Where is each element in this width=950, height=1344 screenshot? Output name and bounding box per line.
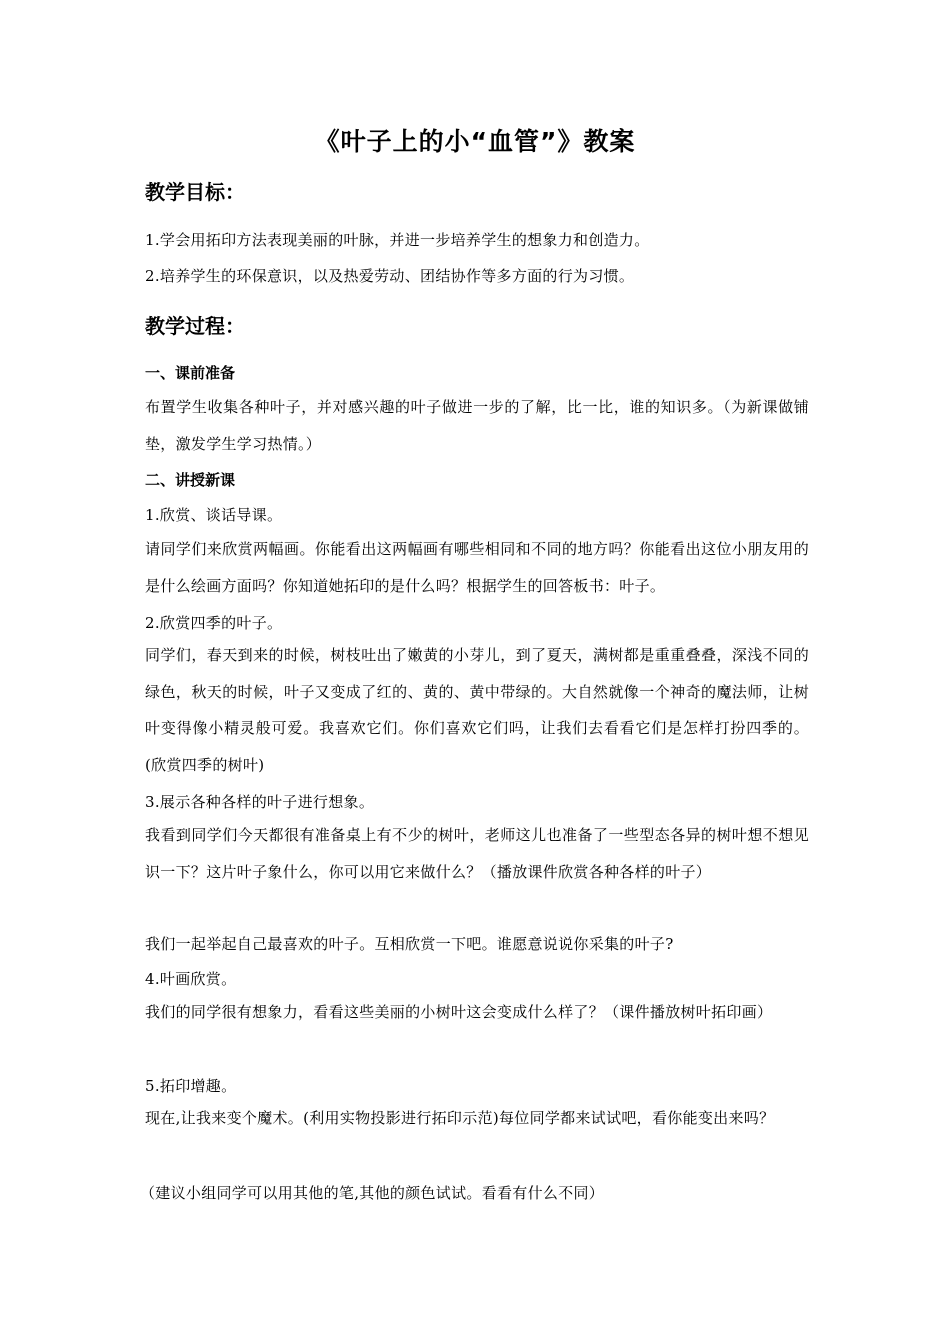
section2-title: 二、讲授新课 — [145, 471, 236, 489]
section1-text: 布置学生收集各种叶子，并对感兴趣的叶子做进一步的了解，比一比，谁的知识多。（为新课做铺垫，激发学生学习热情。） — [145, 398, 809, 453]
step3-text2: 我们一起举起自己最喜欢的叶子。互相欣赏一下吧。谁愿意说说你采集的叶子? — [145, 935, 674, 953]
document-title: 《叶子上的小“血管”》教案 — [314, 127, 636, 156]
step3-text: 我看到同学们今天都很有准备桌上有不少的树叶，老师这儿也准备了一些型态各异的树叶想不想见识一下？这片叶子象什么，你可以用它来做什么？（播放课件欣赏各种各样的叶子） — [145, 826, 809, 881]
step1-text: 请同学们来欣赏两幅画。你能看出这两幅画有哪些相同和不同的地方吗？你能看出这位小朋友用的是什么绘画方面吗？你知道她拓印的是什么吗？根据学生的回答板书：叶子。 — [145, 540, 809, 595]
step3-title: 3.展示各种各样的叶子进行想象。 — [145, 793, 375, 811]
step4-title: 4.叶画欣赏。 — [145, 970, 237, 988]
step5-text: 现在,让我来变个魔术。(利用实物投影进行拓印示范)每位同学都来试试吧，看你能变出来吗？ — [145, 1109, 775, 1127]
objective-item-1: 1.学会用拓印方法表现美丽的叶脉，并进一步培养学生的想象力和创造力。 — [145, 231, 650, 249]
section1-title: 一、课前准备 — [145, 364, 236, 382]
objectives-heading: 教学目标： — [145, 180, 245, 204]
step1-title: 1.欣赏、谈话导课。 — [145, 506, 283, 524]
step2-text: 同学们，春天到来的时候，树枝吐出了嫩黄的小芽儿，到了夏天，满树都是重重叠叠，深浅不同的绿色，秋天的时候，叶子又变成了红的、黄的、黄中带绿的。大自然就像一个神奇的魔法师，让树叶变得像小精灵般可爱。我喜欢它们。你们喜欢它们吗，让我们去看看它们是怎样打扮四季的。(欣赏四季的树叶) — [145, 646, 809, 774]
step5-title: 5.拓印增趣。 — [145, 1077, 237, 1095]
objective-item-2: 2.培养学生的环保意识，以及热爱劳动、团结协作等多方面的行为习惯。 — [145, 267, 635, 285]
step4-text: 我们的同学很有想象力，看看这些美丽的小树叶这会变成什么样了？（课件播放树叶拓印画） — [145, 1003, 773, 1021]
process-heading: 教学过程： — [145, 314, 245, 338]
step2-title: 2.欣赏四季的叶子。 — [145, 614, 283, 632]
step5-note: （建议小组同学可以用其他的笔,其他的颜色试试。看看有什么不同） — [140, 1184, 605, 1202]
